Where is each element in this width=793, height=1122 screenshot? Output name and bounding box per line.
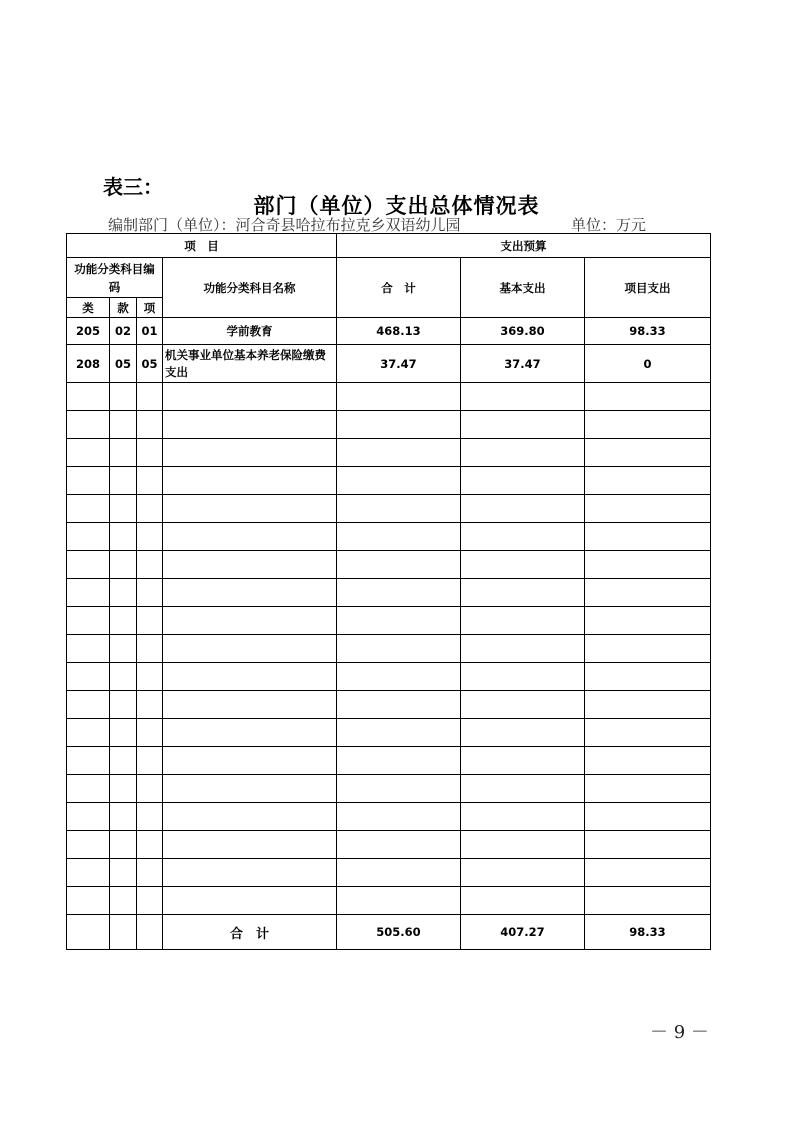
empty-cell [461, 383, 585, 411]
empty-cell [110, 803, 137, 831]
empty-cell [461, 803, 585, 831]
empty-cell [110, 775, 137, 803]
item-column-header: 项 [137, 298, 163, 318]
empty-cell [67, 915, 110, 950]
empty-cell [337, 579, 461, 607]
table-row [67, 318, 711, 345]
total-column-header: 合 计 [337, 258, 461, 318]
empty-cell [110, 747, 137, 775]
empty-cell [110, 719, 137, 747]
empty-cell [137, 467, 163, 495]
empty-cell [163, 859, 337, 887]
empty-cell [461, 551, 585, 579]
totals-label: 合 计 [163, 915, 337, 950]
total-cell: 468.13 [337, 318, 461, 345]
empty-cell [137, 523, 163, 551]
item-code-cell: 01 [137, 318, 163, 345]
empty-cell [67, 803, 110, 831]
empty-cell [163, 523, 337, 551]
project-sum-cell: 98.33 [585, 915, 711, 950]
totals-row [67, 915, 711, 950]
empty-row [67, 635, 711, 663]
basic-sum-cell: 407.27 [461, 915, 585, 950]
empty-cell [67, 691, 110, 719]
empty-cell [585, 663, 711, 691]
total-cell: 37.47 [337, 345, 461, 383]
table-row [67, 345, 711, 383]
empty-cell [163, 691, 337, 719]
empty-cell [163, 467, 337, 495]
empty-cell [137, 551, 163, 579]
empty-cell [163, 439, 337, 467]
project-column-header: 项目支出 [585, 258, 711, 318]
empty-cell [585, 467, 711, 495]
empty-cell [137, 411, 163, 439]
class-code-cell: 205 [67, 318, 110, 345]
empty-cell [461, 887, 585, 915]
empty-cell [337, 887, 461, 915]
empty-cell [67, 551, 110, 579]
empty-cell [110, 831, 137, 859]
item-code-cell: 05 [137, 345, 163, 383]
empty-row [67, 803, 711, 831]
empty-cell [137, 747, 163, 775]
empty-cell [110, 887, 137, 915]
empty-cell [461, 607, 585, 635]
empty-cell [163, 607, 337, 635]
empty-cell [337, 691, 461, 719]
basic-cell: 37.47 [461, 345, 585, 383]
empty-cell [110, 523, 137, 551]
empty-cell [67, 523, 110, 551]
empty-cell [110, 915, 137, 950]
subject-name-cell: 机关事业单位基本养老保险缴费支出 [163, 345, 337, 383]
empty-cell [337, 859, 461, 887]
item-section-header: 项 目 [67, 234, 337, 258]
empty-cell [337, 775, 461, 803]
empty-cell [337, 439, 461, 467]
empty-cell [67, 411, 110, 439]
empty-cell [67, 467, 110, 495]
empty-cell [337, 411, 461, 439]
empty-cell [585, 803, 711, 831]
empty-cell [110, 551, 137, 579]
empty-cell [337, 495, 461, 523]
empty-cell [137, 775, 163, 803]
name-column-header: 功能分类科目名称 [163, 258, 337, 318]
total-sum-cell: 505.60 [337, 915, 461, 950]
empty-cell [461, 579, 585, 607]
empty-cell [110, 579, 137, 607]
empty-cell [137, 719, 163, 747]
empty-cell [461, 495, 585, 523]
empty-cell [137, 383, 163, 411]
empty-cell [67, 579, 110, 607]
empty-cell [461, 747, 585, 775]
empty-cell [163, 635, 337, 663]
empty-row [67, 887, 711, 915]
document-title: 部门（单位）支出总体情况表 [253, 193, 540, 218]
empty-cell [67, 439, 110, 467]
empty-cell [110, 663, 137, 691]
empty-cell [67, 663, 110, 691]
empty-cell [461, 663, 585, 691]
empty-cell [137, 691, 163, 719]
empty-row [67, 411, 711, 439]
empty-cell [585, 859, 711, 887]
empty-cell [137, 495, 163, 523]
basic-column-header: 基本支出 [461, 258, 585, 318]
empty-cell [585, 747, 711, 775]
empty-cell [585, 775, 711, 803]
project-cell: 0 [585, 345, 711, 383]
empty-cell [337, 467, 461, 495]
empty-cell [461, 523, 585, 551]
empty-cell [67, 831, 110, 859]
empty-cell [163, 663, 337, 691]
empty-cell [337, 831, 461, 859]
empty-cell [163, 719, 337, 747]
empty-cell [585, 411, 711, 439]
empty-cell [163, 747, 337, 775]
empty-row [67, 383, 711, 411]
empty-row [67, 579, 711, 607]
empty-cell [585, 635, 711, 663]
project-cell: 98.33 [585, 318, 711, 345]
page-number: － 9 － [650, 1022, 709, 1043]
empty-cell [110, 635, 137, 663]
empty-row [67, 775, 711, 803]
empty-cell [337, 719, 461, 747]
empty-row [67, 467, 711, 495]
empty-cell [585, 831, 711, 859]
code-group-header: 功能分类科目编码 [67, 258, 163, 298]
empty-cell [163, 495, 337, 523]
empty-cell [137, 663, 163, 691]
table-header-row [67, 258, 711, 298]
empty-cell [110, 439, 137, 467]
empty-cell [461, 859, 585, 887]
empty-cell [67, 635, 110, 663]
empty-cell [137, 579, 163, 607]
table-number-label: 表三： [103, 175, 163, 199]
empty-row [67, 747, 711, 775]
empty-cell [461, 719, 585, 747]
empty-row [67, 607, 711, 635]
empty-cell [137, 439, 163, 467]
empty-cell [110, 859, 137, 887]
empty-cell [67, 859, 110, 887]
empty-row [67, 831, 711, 859]
empty-cell [585, 579, 711, 607]
empty-row [67, 523, 711, 551]
empty-cell [137, 887, 163, 915]
empty-cell [110, 383, 137, 411]
empty-cell [137, 803, 163, 831]
empty-cell [163, 551, 337, 579]
empty-cell [163, 383, 337, 411]
empty-cell [67, 607, 110, 635]
empty-row [67, 719, 711, 747]
empty-cell [67, 383, 110, 411]
empty-cell [337, 635, 461, 663]
empty-cell [110, 495, 137, 523]
empty-cell [163, 411, 337, 439]
section-column-header: 款 [110, 298, 137, 318]
empty-cell [337, 803, 461, 831]
empty-cell [110, 691, 137, 719]
empty-cell [137, 607, 163, 635]
empty-cell [585, 523, 711, 551]
empty-cell [461, 831, 585, 859]
empty-cell [163, 887, 337, 915]
empty-row [67, 495, 711, 523]
empty-cell [585, 551, 711, 579]
empty-cell [137, 831, 163, 859]
basic-cell: 369.80 [461, 318, 585, 345]
empty-cell [337, 551, 461, 579]
empty-cell [461, 691, 585, 719]
empty-cell [461, 635, 585, 663]
empty-cell [337, 607, 461, 635]
empty-cell [67, 719, 110, 747]
empty-cell [337, 747, 461, 775]
empty-cell [461, 775, 585, 803]
class-code-cell: 208 [67, 345, 110, 383]
empty-cell [67, 775, 110, 803]
class-column-header: 类 [67, 298, 110, 318]
empty-cell [461, 467, 585, 495]
empty-cell [163, 831, 337, 859]
empty-cell [67, 887, 110, 915]
empty-cell [461, 439, 585, 467]
empty-cell [163, 803, 337, 831]
department-label: 编制部门（单位）：河合奇县哈拉布拉克乡双语幼儿园 [108, 216, 461, 234]
empty-cell [585, 383, 711, 411]
empty-row [67, 551, 711, 579]
empty-cell [337, 663, 461, 691]
empty-cell [585, 607, 711, 635]
unit-label: 单位：万元 [571, 216, 647, 234]
empty-cell [585, 495, 711, 523]
empty-cell [585, 691, 711, 719]
empty-row [67, 663, 711, 691]
empty-cell [585, 439, 711, 467]
empty-cell [137, 859, 163, 887]
empty-cell [67, 495, 110, 523]
empty-cell [137, 915, 163, 950]
empty-cell [337, 523, 461, 551]
subject-name-cell: 学前教育 [163, 318, 337, 345]
empty-cell [67, 747, 110, 775]
section-code-cell: 02 [110, 318, 137, 345]
empty-cell [337, 383, 461, 411]
empty-cell [110, 411, 137, 439]
expenditure-table [66, 233, 711, 950]
empty-cell [585, 887, 711, 915]
section-code-cell: 05 [110, 345, 137, 383]
empty-cell [585, 719, 711, 747]
empty-cell [163, 579, 337, 607]
empty-row [67, 691, 711, 719]
table-header-row [67, 234, 711, 258]
empty-row [67, 439, 711, 467]
empty-row [67, 859, 711, 887]
empty-cell [461, 411, 585, 439]
empty-cell [163, 775, 337, 803]
empty-cell [110, 467, 137, 495]
empty-cell [137, 635, 163, 663]
budget-section-header: 支出预算 [337, 234, 711, 258]
empty-cell [110, 607, 137, 635]
